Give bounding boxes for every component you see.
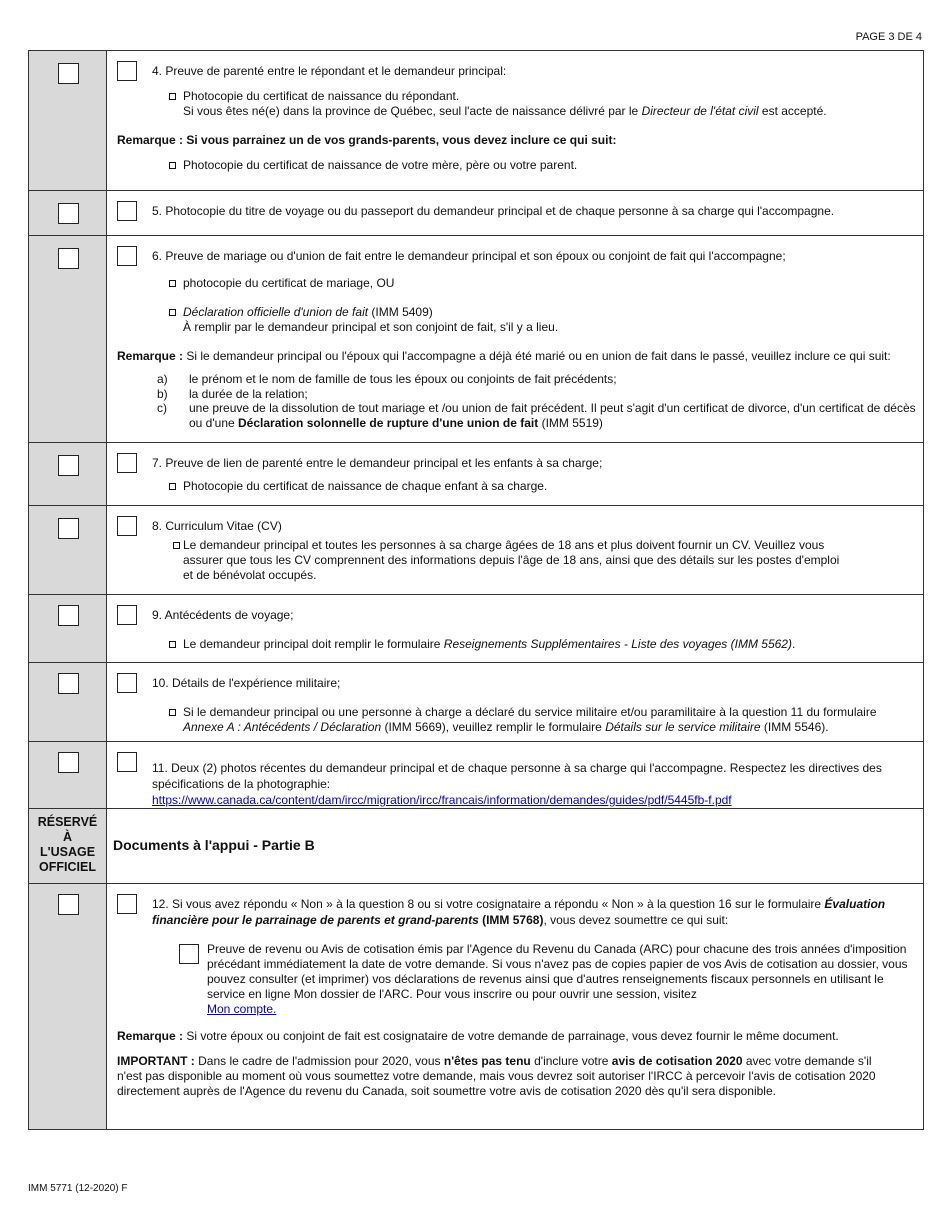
official-use-line: OFFICIEL	[39, 860, 96, 874]
official-use-cell	[29, 663, 107, 741]
bullet-4-1	[117, 89, 917, 119]
official-use-cell	[29, 506, 107, 594]
form-code: IMM 5771 (12-2020) F	[28, 1183, 128, 1194]
item-content-4	[107, 51, 923, 190]
sub-item-text: Preuve de revenu ou Avis de cotisation émis par l'Agence du Revenu du Canada (ARC) pour chacune des trois années d'imposition précédant immédiatement la date de votre demande. Si vous n'avez pas de copies papier de vos Avis de cotisation au dossier, vous pouvez consulter (et imprimer) vos déclarations de revenus ainsi que d'autres renseignements fiscaux personnels en utilisant le service en ligne Mon dossier de l'ARC. Pour vous inscrire ou pour ouvrir une session, visitez	[207, 942, 908, 1001]
remark-text: Si votre époux ou conjoint de fait est cosignataire de votre demande de parrainage, vous devez fournir le même document.	[183, 1029, 839, 1043]
official-checkbox-12[interactable]	[58, 894, 79, 915]
title-text: , vous devez soumettre ce qui suit:	[543, 913, 729, 927]
item-row-10	[29, 663, 923, 742]
official-checkbox-11[interactable]	[58, 752, 79, 773]
remark-text: Si le demandeur principal ou l'époux qui l'accompagne a déjà été marié ou en union de fait dans le passé, veuillez inclure ce qui suit:	[183, 349, 891, 363]
bullet-4-2: Photocopie du certificat de naissance de votre mère, père ou votre parent.	[117, 158, 917, 173]
page-number: PAGE 3 DE 4	[855, 31, 922, 43]
item-title-7: 7. Preuve de lien de parenté entre le demandeur principal et les enfants à sa charge;	[152, 456, 603, 470]
bullet-6-1: photocopie du certificat de mariage, OU	[117, 276, 917, 291]
section-title: Documents à l'appui - Partie B	[113, 837, 315, 853]
list-text: la durée de la relation;	[189, 386, 308, 401]
list-label: a)	[157, 372, 168, 386]
bullet-text: (IMM 5669), veuillez remplir le formulaire	[381, 720, 606, 734]
bullet-8-1: Le demandeur principal et toutes les personnes à sa charge âgées de 18 ans et plus doivent fournir un CV. Veuillez vous assurer que tous les CV comprennent des informations depuis l'âge de 18 ans, ainsi que des détails sur les postes d'emploi et de bénévolat occupés.	[117, 538, 917, 583]
important-text: d'inclure votre	[530, 1054, 612, 1068]
item-title-10: 10. Détails de l'expérience militaire;	[152, 676, 341, 690]
official-checkbox-7[interactable]	[58, 455, 79, 476]
title-text-bold-italic: Évaluation financière pour le parrainage de parents et grand-parents	[152, 897, 886, 927]
item-title-5: 5. Photocopie du titre de voyage ou du passeport du demandeur principal et de chaque personne à sa charge qui l'accompagne.	[152, 204, 835, 218]
item-content-10	[107, 663, 923, 741]
bullet-text: Le demandeur principal doit remplir le formulaire	[183, 637, 444, 651]
official-checkbox-10[interactable]	[58, 673, 79, 694]
bullet-text: est accepté.	[758, 104, 827, 118]
item-title-4: 4. Preuve de parenté entre le répondant et le demandeur principal:	[152, 64, 507, 78]
official-use-cell	[29, 884, 107, 1129]
list-text: le prénom et le nom de famille de tous les époux ou conjoints de fait précédents;	[189, 372, 617, 386]
official-use-line: À	[62, 830, 73, 844]
item-row-7	[29, 443, 923, 506]
bullet-7-1: Photocopie du certificat de naissance de chaque enfant à sa charge.	[117, 479, 917, 494]
bullet-6-2	[117, 305, 917, 335]
important-text-bold: n'êtes pas tenu	[443, 1054, 531, 1068]
sub-checkbox-income[interactable]	[179, 944, 199, 964]
important-note	[117, 1054, 917, 1099]
list-text-part: (IMM 5519)	[538, 415, 603, 430]
important-text: avec votre demande s'il n'est pas disponible au moment où vous soumettez votre demande, mais vous devrez soit autoriser l'IRCC à percevoir l'avis de cotisation 2020 directement auprès de l'Agence du revenu du Canada, soit soumettre votre avis de cotisation 2020 dès qu'il sera disponible.	[117, 1054, 876, 1098]
list-text	[189, 401, 917, 430]
item-title-6: 6. Preuve de mariage ou d'union de fait entre le demandeur principal et son époux ou conjoint de fait qui l'accompagne;	[152, 249, 786, 263]
bullet-text: (IMM 5409)	[368, 305, 433, 319]
official-use-cell	[29, 236, 107, 442]
remark-text: Remarque : Si vous parrainez un de vos grands-parents, vous devez inclure ce qui suit:	[117, 133, 617, 147]
item-title-9: 9. Antécédents de voyage;	[152, 608, 294, 622]
remark-label: Remarque :	[117, 349, 184, 363]
list-label: c)	[157, 401, 167, 415]
bullet-text: Si le demandeur principal ou une personne à charge a déclaré du service militaire et/ou paramilitaire à la question 11 du formulaire	[183, 705, 877, 719]
item-content-12	[107, 884, 923, 1129]
list-item	[157, 401, 917, 430]
item-title-12	[117, 896, 917, 928]
list-text-part: une preuve de la dissolution de tout mariage et /ou union de fait précédent. Il peut s'agit d'un certificat de divorce, d'un certificat de décès ou d'une	[189, 401, 916, 430]
item-row-8	[29, 506, 923, 595]
official-checkbox-4[interactable]	[58, 63, 79, 84]
bullet-text-italic: Détails sur le service militaire	[605, 720, 761, 734]
item-content-6	[107, 236, 923, 442]
item-row-6	[29, 236, 923, 443]
official-checkbox-6[interactable]	[58, 248, 79, 269]
item-title-8: 8. Curriculum Vitae (CV)	[152, 519, 282, 533]
remark-4	[117, 133, 917, 148]
list-label: b)	[157, 386, 168, 401]
list-item	[157, 372, 917, 387]
item-content-5	[107, 191, 923, 235]
remark-6	[117, 349, 917, 364]
photo-specifications-link[interactable]: https://www.canada.ca/content/dam/ircc/migration/ircc/francais/information/demandes/guides/pdf/5445fb-f.pdf	[152, 793, 732, 807]
item-title-11	[117, 760, 917, 808]
list-text-bold: Déclaration solonnelle de rupture d'une union de fait	[238, 415, 539, 430]
official-use-cell	[29, 742, 107, 808]
title-text-bold: (IMM 5768)	[478, 913, 544, 927]
item-content-11	[107, 742, 923, 808]
sub-item-income-proof	[117, 942, 917, 1017]
item-title-text: 11. Deux (2) photos récentes du demandeur principal et de chaque personne à sa charge qui l'accompagne. Respectez les directives des spécifications de la photographie:	[152, 761, 882, 791]
item-row-9	[29, 595, 923, 663]
official-use-cell	[29, 51, 107, 190]
checklist-table	[28, 50, 924, 1130]
bullet-text-italic: Reseignements Supplémentaires - Liste des voyages (IMM 5562)	[443, 637, 792, 651]
official-checkbox-8[interactable]	[58, 518, 79, 539]
bullet-9-1	[117, 637, 917, 652]
official-use-line: RÉSERVÉ	[37, 815, 98, 829]
official-use-cell	[29, 595, 107, 662]
official-checkbox-5[interactable]	[58, 203, 79, 224]
title-text: 12. Si vous avez répondu « Non » à la question 8 ou si votre cosignataire a répondu « Non » à la question 16 sur le formulaire	[152, 897, 825, 911]
bullet-text: .	[791, 637, 796, 651]
item-content-8	[107, 506, 923, 594]
official-use-cell	[29, 191, 107, 235]
item-content-7	[107, 443, 923, 505]
mon-compte-link[interactable]: Mon compte.	[207, 1002, 277, 1016]
item-row-11	[29, 742, 923, 809]
list-item	[157, 387, 917, 402]
bullet-10-1	[117, 705, 917, 735]
remark-label: Remarque :	[117, 1029, 184, 1043]
bullet-text-italic: Annexe A : Antécédents / Déclaration	[183, 720, 382, 734]
important-label: IMPORTANT :	[117, 1054, 195, 1068]
item-row-4	[29, 51, 923, 191]
bullet-text-italic: Directeur de l'état civil	[641, 104, 759, 118]
section-header-row	[29, 809, 923, 884]
bullet-text: (IMM 5546).	[760, 720, 829, 734]
official-use-line: L'USAGE	[39, 845, 96, 859]
remark-12	[117, 1029, 917, 1044]
item-row-5	[29, 191, 923, 236]
bullet-text: Si vous êtes né(e) dans la province de Québec, seul l'acte de naissance délivré par le	[183, 104, 642, 118]
bullet-text: Photocopie du certificat de naissance du répondant.	[183, 89, 460, 103]
official-checkbox-9[interactable]	[58, 605, 79, 626]
official-use-label	[29, 809, 107, 883]
section-title-cell	[107, 809, 923, 883]
official-use-cell	[29, 443, 107, 505]
item-content-9	[107, 595, 923, 662]
remark-list-6	[117, 372, 917, 430]
bullet-text: À remplir par le demandeur principal et son conjoint de fait, s'il y a lieu.	[183, 320, 559, 334]
item-row-12	[29, 884, 923, 1129]
important-text: Dans le cadre de l'admission pour 2020, vous	[194, 1054, 444, 1068]
important-text-bold: avis de cotisation 2020	[611, 1054, 743, 1068]
bullet-text-italic: Déclaration officielle d'union de fait	[183, 305, 369, 319]
